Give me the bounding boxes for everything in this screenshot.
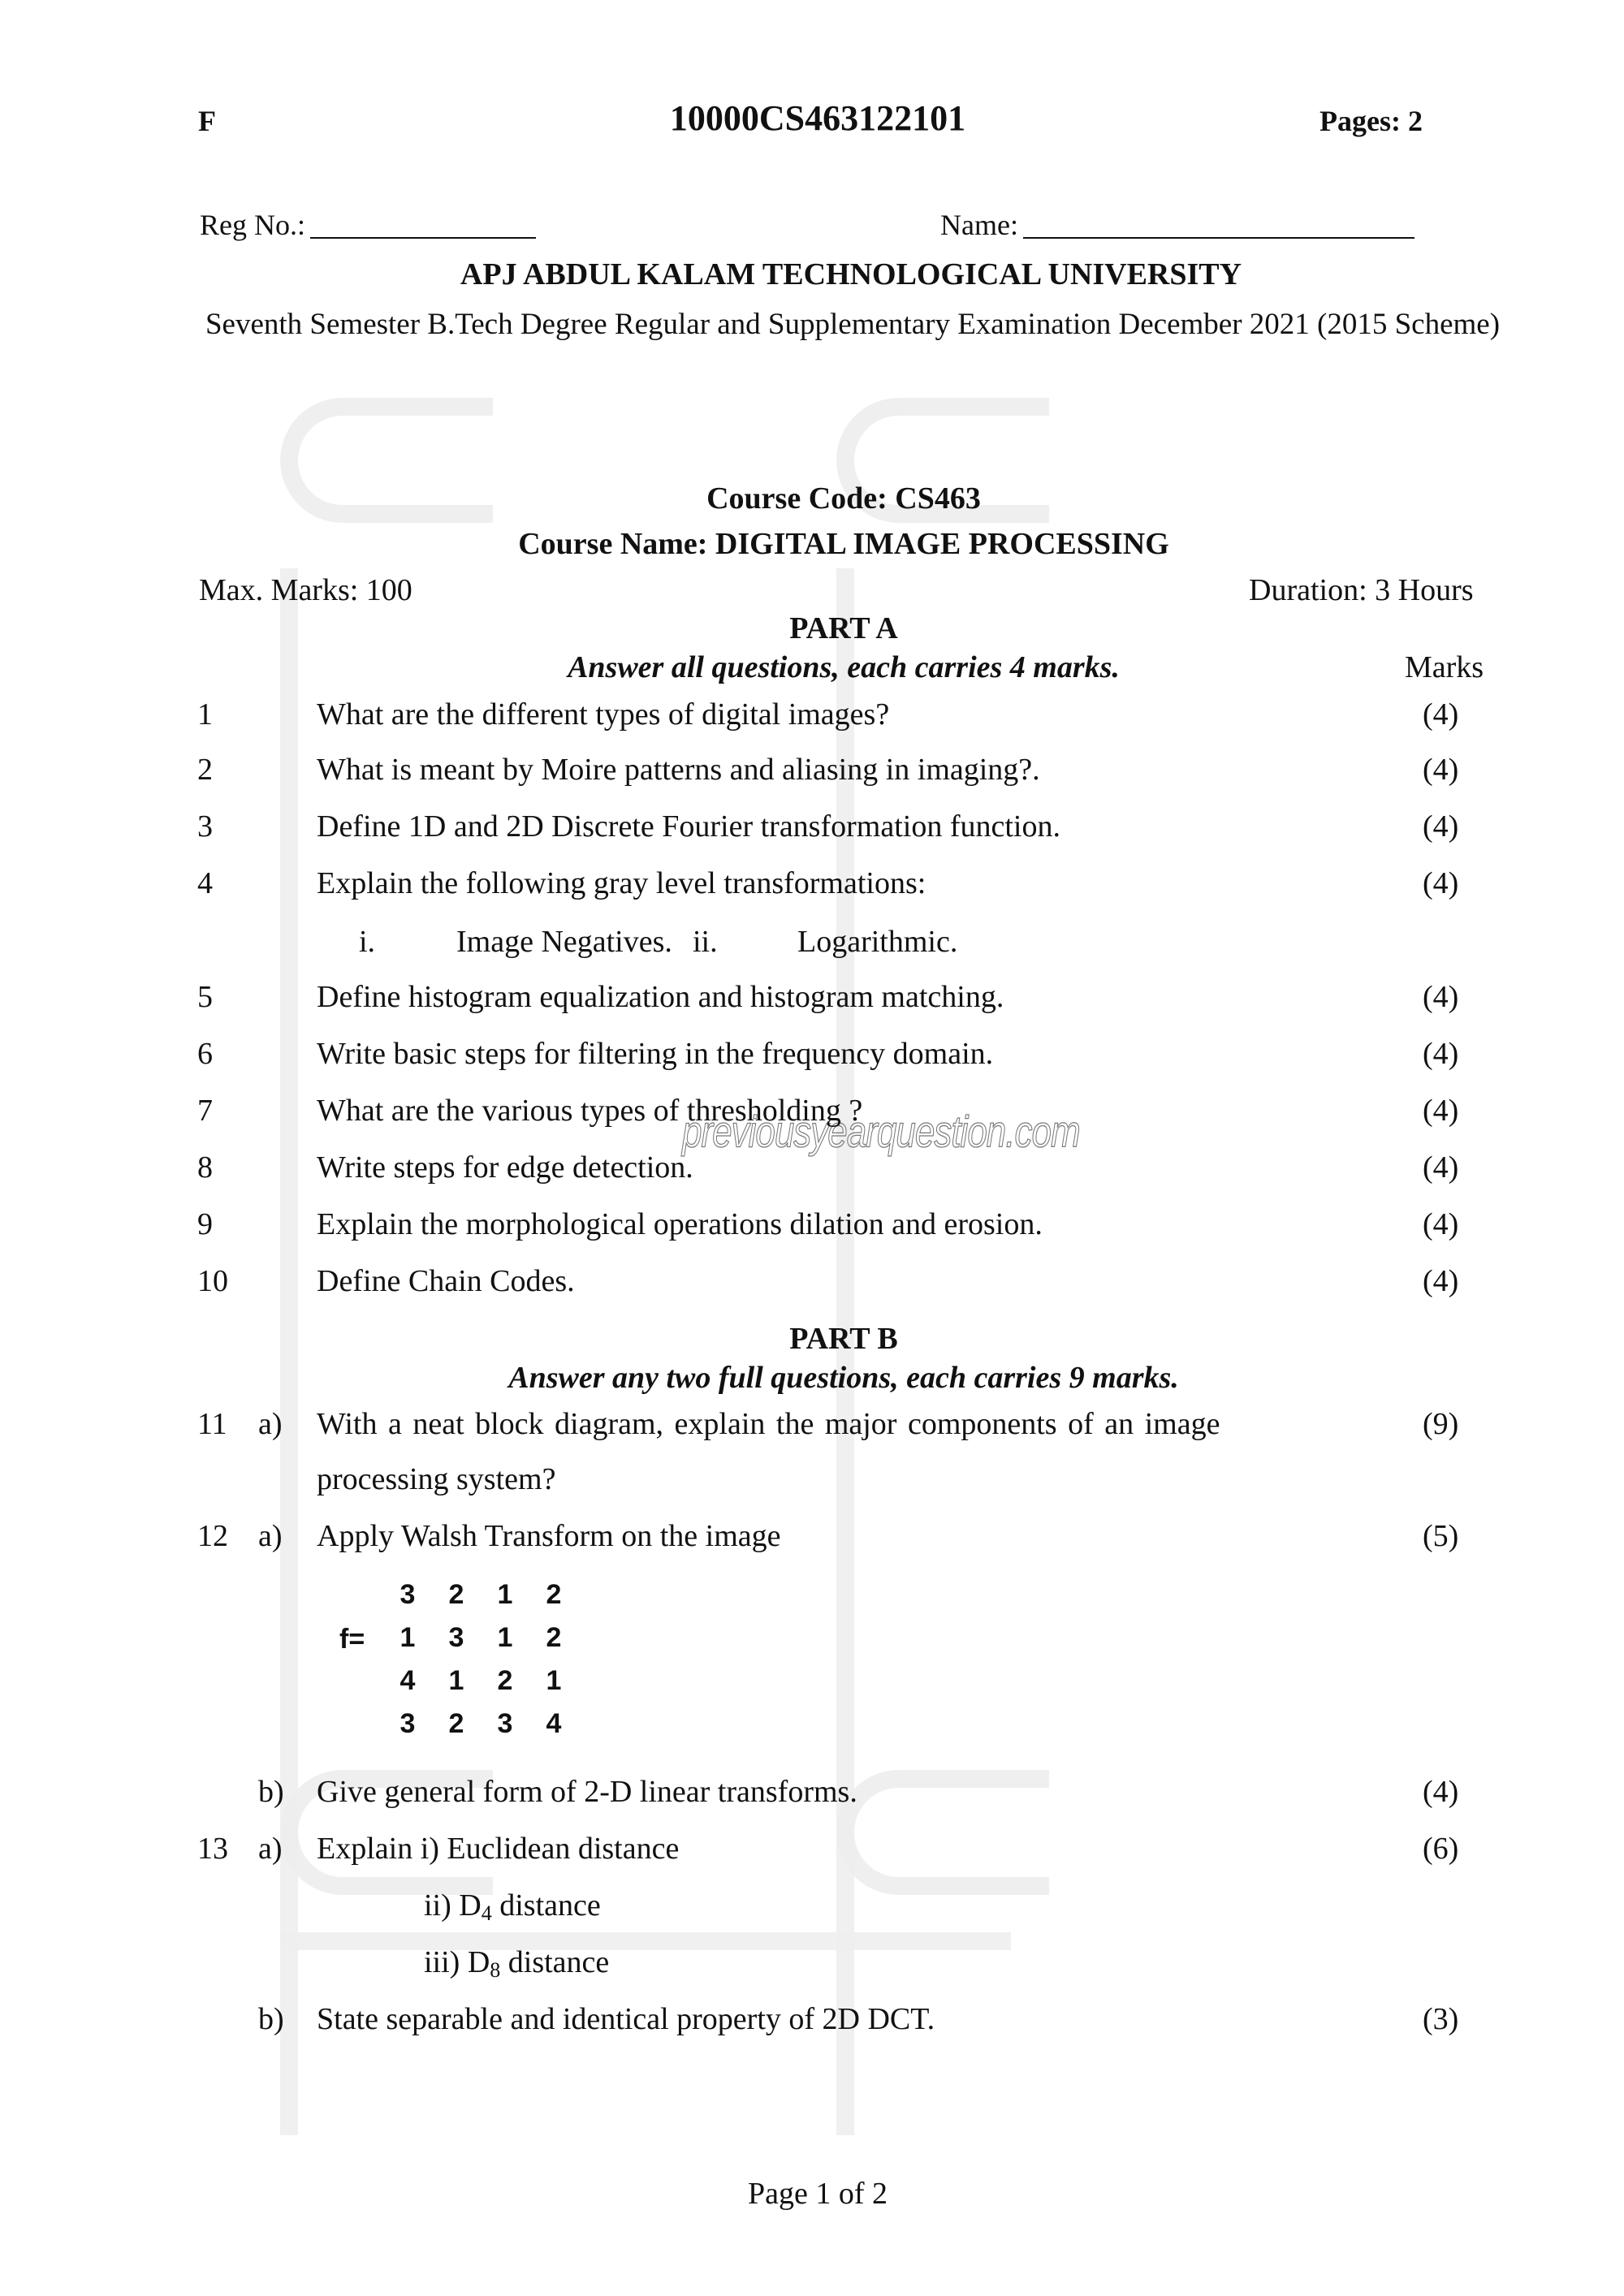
matrix-cell: 1 <box>448 1665 464 1696</box>
course-name: Course Name: DIGITAL IMAGE PROCESSING <box>518 527 1169 561</box>
q13a-text: Explain i) Euclidean distance <box>317 1832 680 1866</box>
matrix-cell: 3 <box>400 1708 416 1739</box>
q13-item-ii <box>424 1888 601 1926</box>
q12a-marks: (5) <box>1423 1519 1459 1553</box>
q11-sub: a) <box>258 1407 283 1441</box>
matrix-cell: 2 <box>546 1622 562 1653</box>
question-marks: (4) <box>1423 1094 1459 1128</box>
watermark-text: previousyearquestion.com <box>682 1107 1080 1157</box>
question-marks: (4) <box>1423 980 1459 1014</box>
question-text: What is meant by Moire patterns and aliasing in imaging?. <box>317 753 1040 787</box>
q13b-marks: (3) <box>1423 2002 1459 2036</box>
question-marks: (4) <box>1423 1037 1459 1071</box>
q13-ii-suffix: distance <box>491 1888 601 1923</box>
matrix-cell: 2 <box>497 1665 513 1696</box>
matrix-cell: 2 <box>448 1579 464 1610</box>
matrix-cell: 4 <box>400 1665 416 1696</box>
matrix-row <box>383 1573 578 1616</box>
matrix-cell: 1 <box>400 1622 416 1653</box>
q12a-text: Apply Walsh Transform on the image <box>317 1519 781 1553</box>
page-footer: Page 1 of 2 <box>747 2177 888 2211</box>
q12b-sub: b) <box>258 1775 284 1809</box>
q13a-marks: (6) <box>1423 1832 1459 1866</box>
q4-item-i-label: i. <box>359 925 376 959</box>
part-a-title: PART A <box>789 611 898 645</box>
q12-number: 12 <box>197 1519 228 1553</box>
question-marks: (4) <box>1423 753 1459 787</box>
watermark-shape <box>836 1770 1049 1895</box>
matrix-cell: 3 <box>497 1708 513 1739</box>
matrix-cell: 3 <box>400 1579 416 1610</box>
matrix-row <box>383 1616 578 1659</box>
watermark-shape <box>280 1932 1011 1950</box>
q13a-sub: a) <box>258 1832 283 1866</box>
reg-no-field[interactable] <box>310 237 536 239</box>
q13-number: 13 <box>197 1832 228 1866</box>
question-number: 7 <box>197 1094 213 1128</box>
name-label: Name: <box>940 209 1018 241</box>
q13-iii-suffix: distance <box>500 1945 610 1979</box>
duration: Duration: 3 Hours <box>1249 573 1474 607</box>
watermark-shape <box>280 568 298 2135</box>
question-marks: (4) <box>1423 697 1459 732</box>
question-text: Write basic steps for filtering in the frequency domain. <box>317 1037 994 1071</box>
matrix-cell: 2 <box>546 1579 562 1610</box>
q12b-text: Give general form of 2-D linear transforms. <box>317 1775 857 1809</box>
question-text: What are the different types of digital images? <box>317 697 890 732</box>
q4-item-ii-label: ii. <box>693 925 718 959</box>
paper-code: 10000CS463122101 <box>669 98 966 138</box>
question-number: 5 <box>197 980 213 1014</box>
part-a-instruction: Answer all questions, each carries 4 marks. <box>568 650 1120 684</box>
question-text: Write steps for edge detection. <box>317 1150 693 1185</box>
page-count: Pages: 2 <box>1320 105 1423 137</box>
matrix-row <box>383 1703 578 1746</box>
question-marks: (4) <box>1423 1264 1459 1298</box>
matrix-row <box>383 1659 578 1703</box>
matrix-cell: 1 <box>546 1665 562 1696</box>
matrix-cell: 2 <box>448 1708 464 1739</box>
max-marks: Max. Marks: 100 <box>199 573 412 607</box>
question-number: 3 <box>197 809 213 844</box>
question-marks: (4) <box>1423 866 1459 900</box>
q13-ii-prefix: ii) D <box>424 1888 482 1923</box>
marks-header: Marks <box>1405 650 1484 684</box>
question-number: 9 <box>197 1207 213 1241</box>
matrix-cell: 3 <box>448 1622 464 1653</box>
matrix-cell: 1 <box>497 1622 513 1653</box>
reg-no-label: Reg No.: <box>200 209 305 241</box>
question-number: 8 <box>197 1150 213 1185</box>
question-text: Define histogram equalization and histogram matching. <box>317 980 1004 1014</box>
question-text: What are the various types of thresholding ? <box>317 1094 863 1128</box>
course-code: Course Code: CS463 <box>706 481 981 516</box>
question-marks: (4) <box>1423 809 1459 844</box>
question-marks: (4) <box>1423 1150 1459 1185</box>
q12b-marks: (4) <box>1423 1775 1459 1809</box>
question-text: Define 1D and 2D Discrete Fourier transformation function. <box>317 809 1060 844</box>
q4-item-i-text: Image Negatives. <box>456 925 672 959</box>
question-number: 4 <box>197 866 213 900</box>
matrix-label: f= <box>339 1624 365 1655</box>
q11-text-line2: processing system? <box>317 1462 556 1496</box>
question-number: 6 <box>197 1037 213 1071</box>
question-text: Explain the following gray level transformations: <box>317 866 926 900</box>
matrix-cell: 1 <box>497 1579 513 1610</box>
question-number: 10 <box>197 1264 228 1298</box>
watermark-shape <box>280 398 493 523</box>
q13b-text: State separable and identical property of 2D DCT. <box>317 2002 935 2036</box>
q11-text-line1: With a neat block diagram, explain the major components of an image <box>317 1407 1220 1441</box>
q13-iii-prefix: iii) D <box>424 1945 490 1979</box>
question-text: Explain the morphological operations dilation and erosion. <box>317 1207 1043 1241</box>
name-field[interactable] <box>1023 237 1415 239</box>
q13-iii-subscript: 8 <box>490 1958 501 1982</box>
question-marks: (4) <box>1423 1207 1459 1241</box>
q12a-sub: a) <box>258 1519 283 1553</box>
question-number: 2 <box>197 753 213 787</box>
walsh-matrix <box>383 1573 578 1746</box>
matrix-cell: 4 <box>546 1708 562 1739</box>
set-letter: F <box>198 105 216 137</box>
q13-item-iii <box>424 1944 609 1983</box>
exam-title: Seventh Semester B.Tech Degree Regular and Supplementary Examination December 2021 (2015 Scheme) <box>205 308 1501 341</box>
q13-ii-subscript: 4 <box>481 1901 492 1925</box>
q13b-sub: b) <box>258 2002 284 2036</box>
q11-number: 11 <box>197 1407 227 1441</box>
q4-item-ii-text: Logarithmic. <box>797 925 958 959</box>
question-number: 1 <box>197 697 213 732</box>
question-text: Define Chain Codes. <box>317 1264 575 1298</box>
q11-marks: (9) <box>1423 1407 1459 1441</box>
part-b-instruction: Answer any two full questions, each carries 9 marks. <box>508 1361 1179 1395</box>
part-b-title: PART B <box>789 1322 898 1356</box>
university-name: APJ ABDUL KALAM TECHNOLOGICAL UNIVERSITY <box>460 257 1242 291</box>
